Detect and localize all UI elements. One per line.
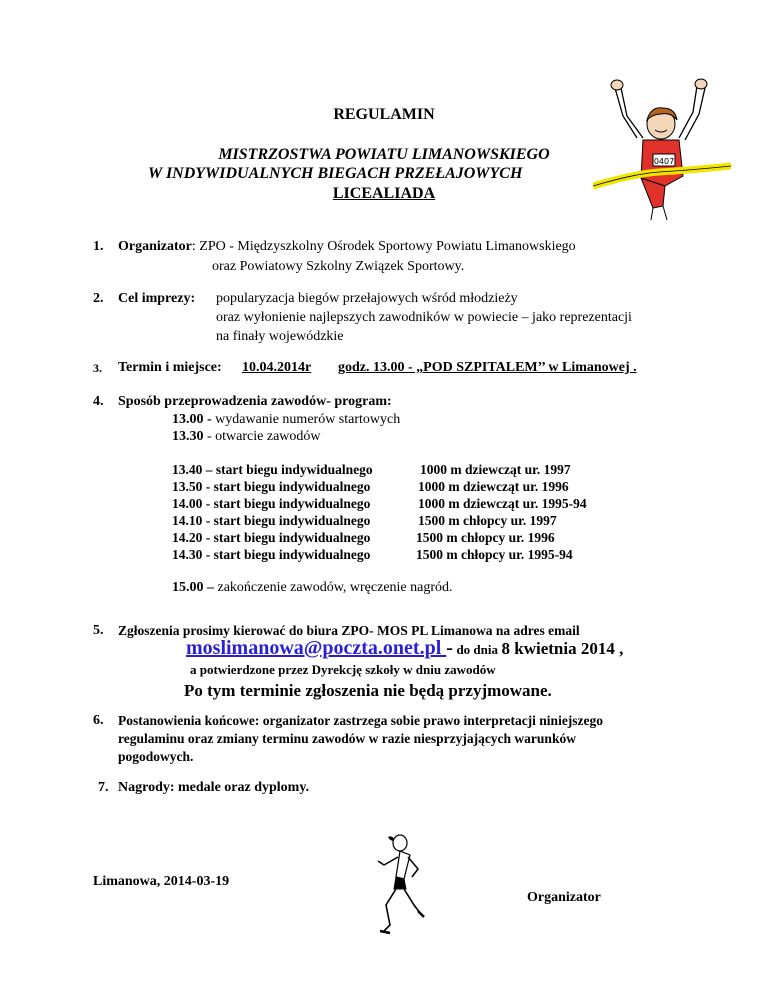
runner-finish-illustration — [593, 76, 731, 220]
deadline-date: 8 kwietnia 2014 , — [501, 639, 624, 658]
section-3-label: Termin i miejsce: — [118, 360, 222, 375]
section-2-line-2: oraz wyłonienie najlepszych zawodników w powiecie – jako reprezentacji — [216, 310, 632, 325]
race-time: 13.50 - start biegu indywidualnego — [172, 479, 371, 494]
section-1-line-1 — [118, 239, 576, 255]
section-2-line-1: popularyzacja biegów przełajowych wśród młodzieży — [216, 291, 518, 306]
document-title: REGULAMIN — [333, 106, 435, 123]
section-2-label: Cel imprezy: — [118, 291, 196, 306]
section-6-line-3: pogodowych. — [118, 749, 194, 764]
race-category: 1500 m chłopcy ur. 1996 — [416, 530, 555, 545]
program-item: 13.00 - wydawanie numerów startowych — [172, 412, 401, 427]
section-1-line-2: oraz Powiatowy Szkolny Związek Sportowy. — [212, 259, 465, 274]
race-category: 1000 m dziewcząt ur. 1995-94 — [418, 496, 587, 511]
race-time: 13.40 – start biegu indywidualnego — [172, 462, 373, 477]
section-6-line-2: regulaminu oraz zmiany terminu zawodów w razie niesprzyjających warunków — [118, 731, 576, 746]
email-dash: - — [446, 637, 453, 659]
svg-text:0407: 0407 — [653, 157, 675, 166]
place-date: Limanowa, 2014-03-19 — [93, 874, 230, 889]
section-5-email-line — [186, 637, 623, 660]
race-time: 14.10 - start biegu indywidualnego — [172, 513, 371, 528]
section-5-warning: Po tym terminie zgłoszenia nie będą przyjmowane. — [184, 681, 552, 700]
race-time: 14.00 - start biegu indywidualnego — [172, 496, 371, 511]
section-6-number: 6. — [93, 713, 104, 728]
deadline-label: do dnia — [456, 642, 498, 657]
section-3-number: 3. — [93, 361, 102, 375]
section-4-number: 4. — [93, 394, 104, 409]
subtitle-line-1: MISTRZOSTWA POWIATU LIMANOWSKIEGO — [218, 146, 550, 163]
section-5-line-1: Zgłoszenia prosimy kierować do biura ZPO- MOS PL Limanowa na adres email — [118, 623, 580, 638]
section-2-number: 2. — [93, 291, 104, 306]
race-category: 1000 m dziewcząt ur. 1997 — [420, 462, 571, 477]
section-1-text: : ZPO - Międzyszkolny Ośrodek Sportowy Powiatu Limanowskiego — [191, 239, 576, 254]
race-category: 1500 m chłopcy ur. 1995-94 — [416, 547, 573, 562]
section-1-label: Organizator — [118, 239, 192, 254]
section-7-text: Nagrody: medale oraz dyplomy. — [118, 780, 310, 795]
section-5-confirm: a potwierdzone przez Dyrekcję szkoły w dniu zawodów — [190, 662, 496, 677]
subtitle-line-2: W INDYWIDUALNYCH BIEGACH PRZEŁAJOWYCH — [148, 165, 523, 182]
subtitle-line-3: LICEALIADA — [332, 185, 436, 202]
section-3-time-place: godz. 13.00 - „POD SZPITALEM’’ w Limanowej . — [338, 360, 637, 375]
section-3-date: 10.04.2014r — [242, 360, 312, 375]
section-4-label: Sposób przeprowadzenia zawodów- program: — [118, 394, 392, 409]
section-5-number: 5. — [93, 623, 104, 638]
race-category: 1000 m dziewcząt ur. 1996 — [418, 479, 569, 494]
section-2-line-3: na finały wojewódzkie — [216, 329, 344, 344]
race-time: 14.20 - start biegu indywidualnego — [172, 530, 371, 545]
program-end: 15.00 – zakończenie zawodów, wręczenie nagród. — [172, 580, 453, 595]
section-6-line-1: Postanowienia końcowe: organizator zastrzega sobie prawo interpretacji niniejszego — [118, 713, 604, 728]
signature: Organizator — [527, 890, 601, 905]
runner-woman-illustration — [366, 833, 428, 937]
race-time: 14.30 - start biegu indywidualnego — [172, 547, 371, 562]
email-link[interactable]: moslimanowa@poczta.onet.pl — [186, 637, 447, 659]
section-7-number: 7. — [98, 780, 109, 795]
program-item: 13.30 - otwarcie zawodów — [172, 429, 321, 444]
section-1-number: 1. — [93, 239, 104, 254]
race-category: 1500 m chłopcy ur. 1997 — [418, 513, 557, 528]
